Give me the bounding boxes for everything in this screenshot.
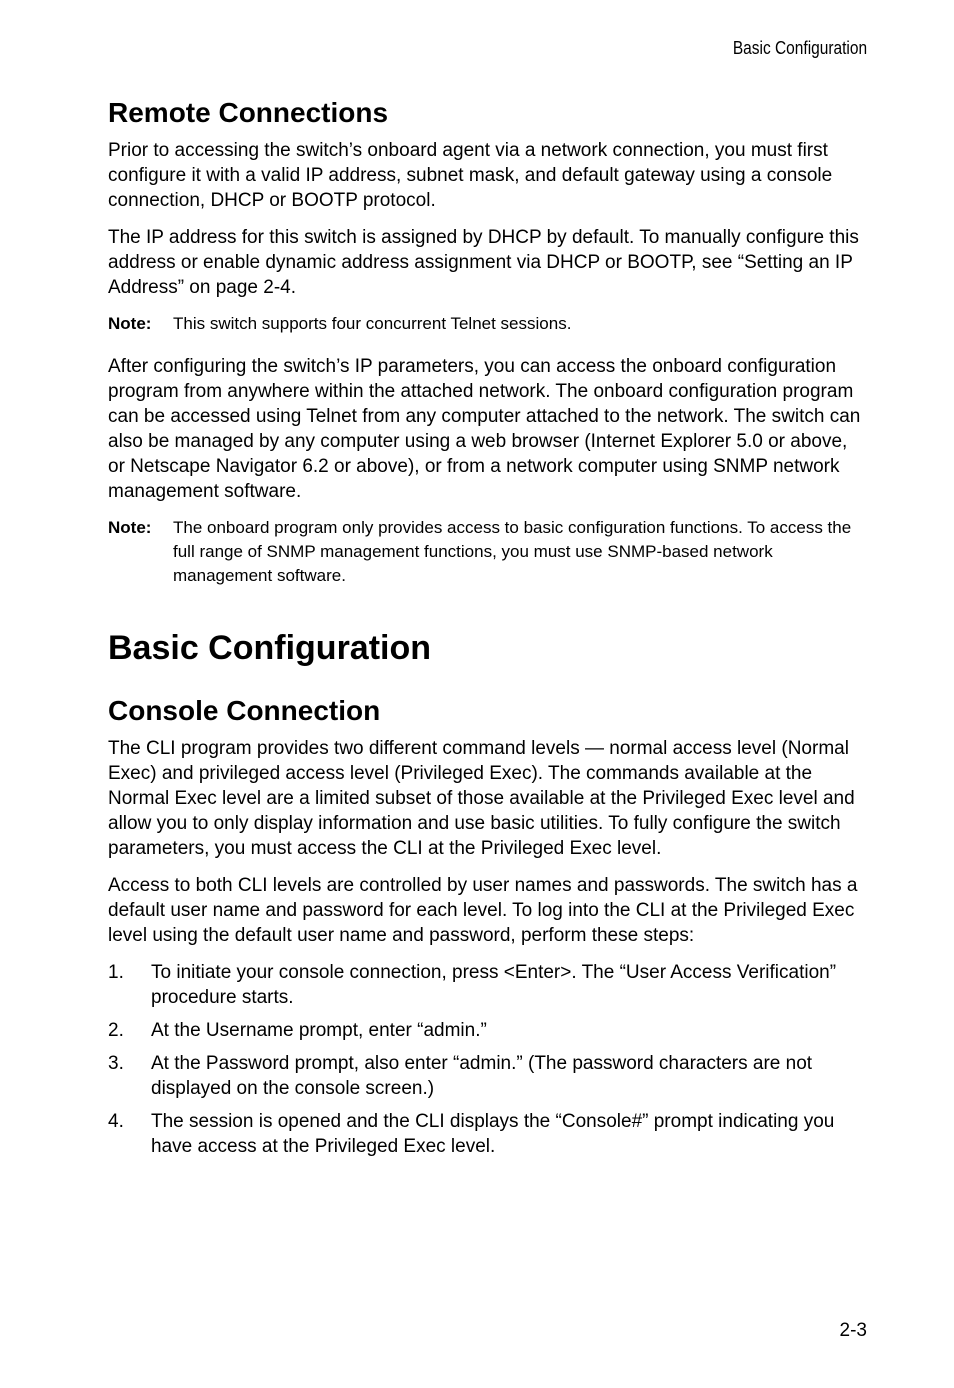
paragraph: The IP address for this switch is assigned by DHCP by default. To manually configure this address or enable dynamic address assignment via DHCP or BOOTP, see “Setting an IP Address” on page 2-4. — [108, 226, 859, 298]
running-header: Basic Configuration — [732, 38, 867, 58]
page-content — [108, 96, 868, 1167]
paragraph: Prior to accessing the switch’s onboard agent via a network connection, you must first configure it with a valid IP address, subnet mask, and default gateway using a console connection, DHCP or BOOTP protocol. — [108, 139, 833, 211]
note-label: Note: — [108, 517, 152, 537]
step-text: The session is opened and the CLI displays the “Console#” prompt indicating you have access at the Privileged Exec level. — [151, 1110, 835, 1157]
paragraph: After configuring the switch’s IP parameters, you can access the onboard configuration program from anywhere within the attached network. The onboard configuration program can be accessed using Telnet from any computer attached to the network. The switch can also be managed by any computer using a web browser (Internet Explorer 5.0 or above, or Netscape Navigator 6.2 or above), or from a network computer using SNMP network management software. — [108, 355, 861, 502]
step-number: 4. — [108, 1110, 124, 1132]
list-item — [108, 1051, 868, 1101]
note-text: This switch supports four concurrent Telnet sessions. — [173, 313, 572, 333]
step-text: At the Username prompt, enter “admin.” — [151, 1019, 487, 1041]
paragraph: Access to both CLI levels are controlled by user names and passwords. The switch has a default user name and password for each level. To log into the CLI at the Privileged Exec level using the default user name and password, perform these steps: — [108, 874, 858, 946]
step-number: 3. — [108, 1052, 124, 1074]
step-text: To initiate your console connection, press <Enter>. The “User Access Verification” procedure starts. — [151, 961, 837, 1008]
page-number: 2-3 — [839, 1320, 867, 1341]
list-item — [108, 960, 868, 1010]
step-number: 1. — [108, 961, 124, 983]
note-label: Note: — [108, 313, 152, 333]
list-item — [108, 1018, 868, 1043]
note-text: The onboard program only provides access to basic configuration functions. To access the full range of SNMP management functions, you must use SNMP-based network management software. — [173, 517, 852, 585]
chapter-heading-basic-configuration: Basic Configuration — [108, 628, 432, 667]
step-text: At the Password prompt, also enter “admin.” (The password characters are not displayed on the console screen.) — [151, 1052, 813, 1099]
paragraph: The CLI program provides two different command levels — normal access level (Normal Exec) and privileged access level (Privileged Exec). The commands available at the Normal Exec level are a limited subset of those available at the Privileged Exec level and allow you to only display information and use basic utilities. To fully configure the switch parameters, you must access the CLI at the Privileged Exec level. — [108, 737, 855, 859]
note — [108, 516, 868, 588]
note — [108, 312, 868, 336]
steps-list — [108, 960, 868, 1159]
section-heading-console-connection: Console Connection — [108, 695, 381, 727]
section-heading-remote-connections: Remote Connections — [108, 97, 389, 128]
step-number: 2. — [108, 1019, 124, 1041]
list-item — [108, 1109, 868, 1159]
